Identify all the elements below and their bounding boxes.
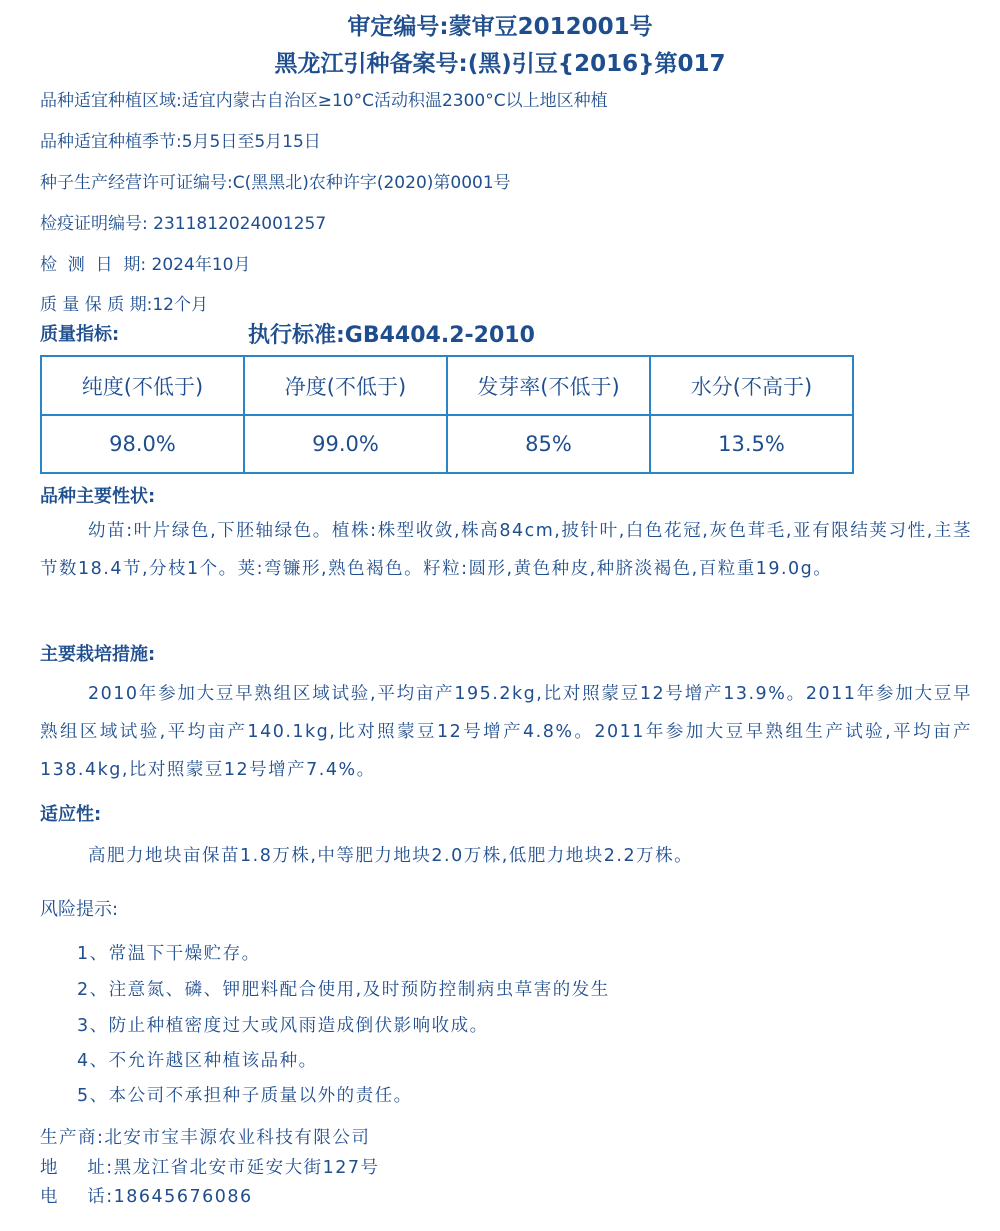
traits-text: 幼苗:叶片绿色,下胚轴绿色。植株:株型收敛,株高84cm,披针叶,白色花冠,灰色茸毛,亚有限结荚习性,主茎节数18.4节,分枝1个。荚:弯镰形,熟色褐色。籽粒:圆形,黄色种皮,种脐淡褐色,百粒重19.0g。 bbox=[40, 521, 972, 579]
test-date: 检 测 日 期: 2024年10月 bbox=[40, 255, 251, 275]
risk-title: 风险提示: bbox=[40, 899, 119, 920]
adaptability-title: 适应性: bbox=[40, 804, 102, 825]
producer-address: 地 址:黑龙江省北安市延安大街127号 bbox=[40, 1158, 380, 1178]
adaptability-text: 高肥力地块亩保苗1.8万株,中等肥力地块2.0万株,低肥力地块2.2万株。 bbox=[88, 846, 694, 866]
table-value-row bbox=[41, 415, 853, 473]
shelf-life: 质 量 保 质 期:12个月 bbox=[40, 295, 208, 315]
risk-item: 4、不允许越区种植该品种。 bbox=[77, 1051, 318, 1071]
risk-item: 2、注意氮、磷、钾肥料配合使用,及时预防控制病虫草害的发生 bbox=[77, 980, 610, 1000]
producer-name: 生产商:北安市宝丰源农业科技有限公司 bbox=[40, 1128, 371, 1148]
planting-season: 品种适宜种植季节:5月5日至5月15日 bbox=[40, 132, 321, 152]
value-purity: 98.0% bbox=[41, 415, 244, 473]
producer-phone: 电 话:18645676086 bbox=[40, 1187, 253, 1207]
value-moisture: 13.5% bbox=[650, 415, 853, 473]
quality-table bbox=[40, 355, 854, 474]
traits-title: 品种主要性状: bbox=[40, 486, 156, 507]
header-moisture: 水分(不高于) bbox=[650, 356, 853, 415]
standard-label: 执行标准:GB4404.2-2010 bbox=[248, 323, 535, 348]
license-number: 种子生产经营许可证编号:C(黑黑北)农种许字(2020)第0001号 bbox=[40, 173, 511, 193]
value-germination: 85% bbox=[447, 415, 650, 473]
header-cleanliness: 净度(不低于) bbox=[244, 356, 447, 415]
risk-item: 1、常温下干燥贮存。 bbox=[77, 944, 261, 964]
header-germination: 发芽率(不低于) bbox=[447, 356, 650, 415]
record-number: 黑龙江引种备案号:(黑)引豆{2016}第017 bbox=[274, 51, 726, 77]
table-header-row bbox=[41, 356, 853, 415]
cultivation-text: 2010年参加大豆早熟组区域试验,平均亩产195.2kg,比对照蒙豆12号增产13.9%。2011年参加大豆早熟组区域试验,平均亩产140.1kg,比对照蒙豆12号增产4.8%。2011年参加大豆早熟组生产试验,平均亩产138.4kg,比对照蒙豆12号增产7.4%。 bbox=[40, 684, 972, 780]
cultivation-title: 主要栽培措施: bbox=[40, 644, 156, 665]
risk-item: 5、本公司不承担种子质量以外的责任。 bbox=[77, 1086, 413, 1106]
risk-item: 3、防止种植密度过大或风雨造成倒伏影响收成。 bbox=[77, 1016, 489, 1036]
quality-label: 质量指标: bbox=[40, 324, 120, 345]
header-purity: 纯度(不低于) bbox=[41, 356, 244, 415]
quarantine-number: 检疫证明编号: 2311812024001257 bbox=[40, 214, 327, 234]
value-cleanliness: 99.0% bbox=[244, 415, 447, 473]
approval-number: 审定编号:蒙审豆2012001号 bbox=[347, 14, 653, 40]
planting-region: 品种适宜种植区域:适宜内蒙古自治区≥10°C活动积温2300°C以上地区种植 bbox=[40, 91, 608, 111]
